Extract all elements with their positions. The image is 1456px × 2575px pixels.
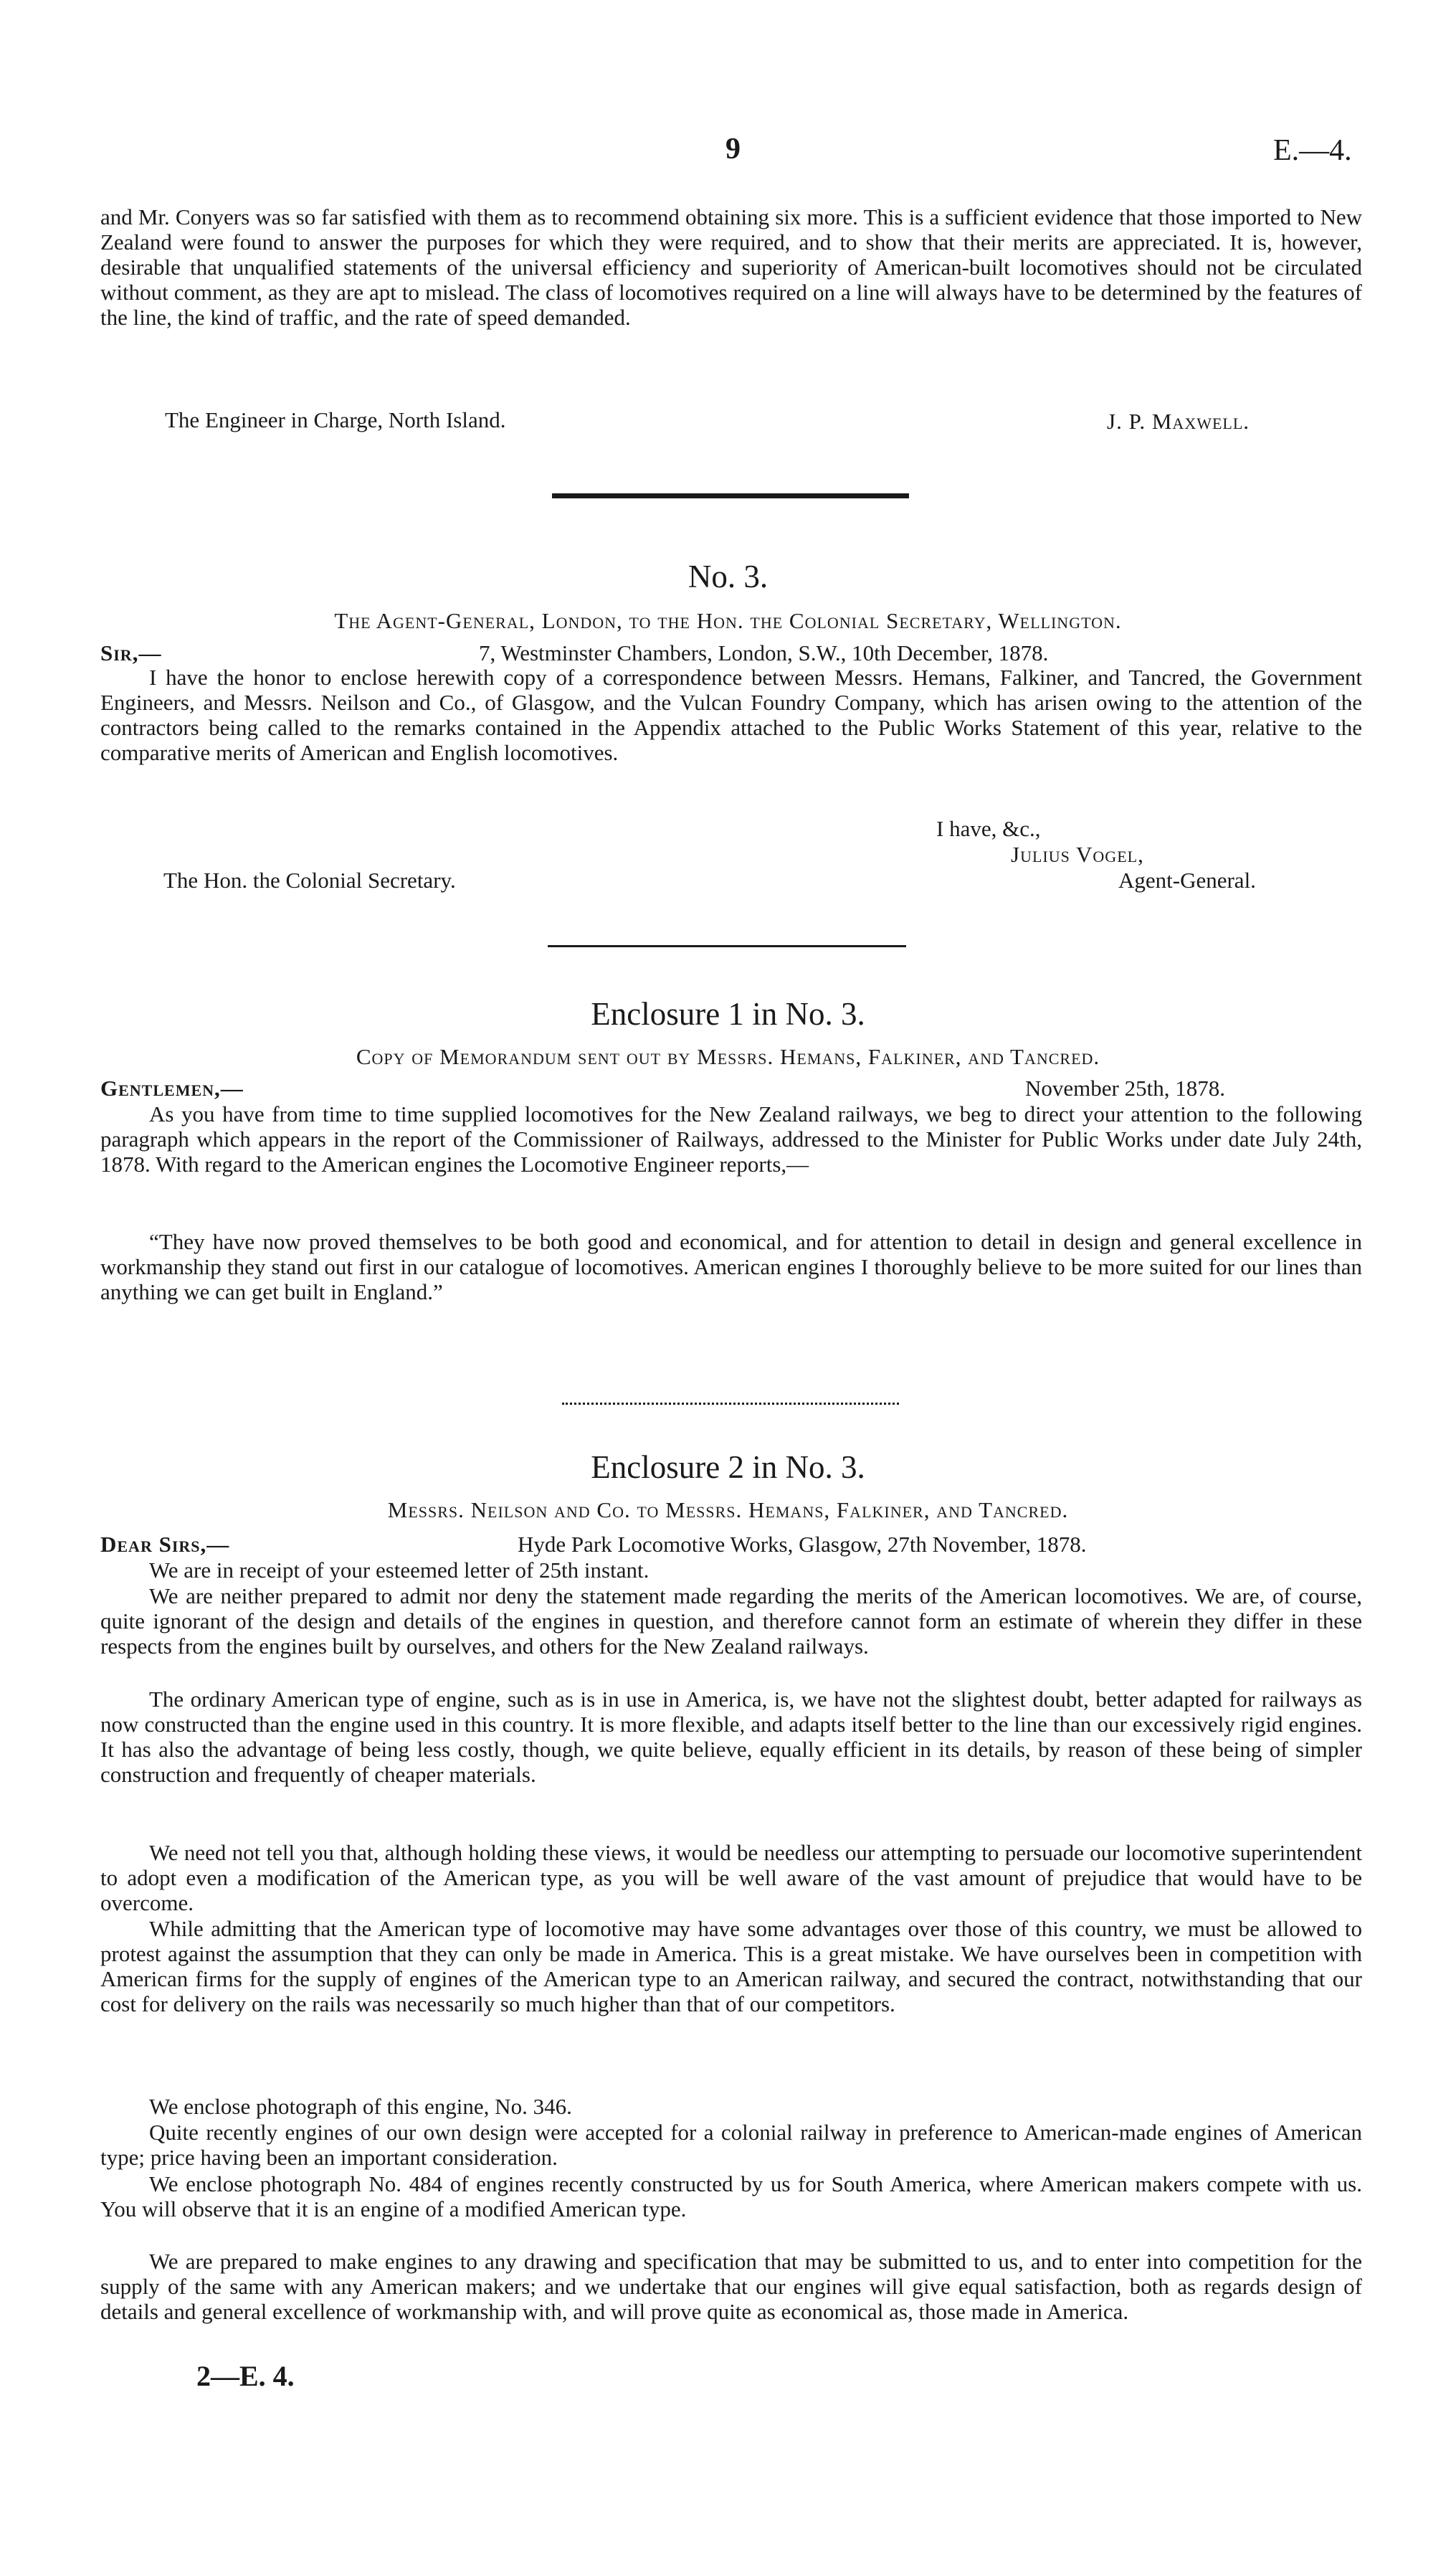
enc2-paragraph-6: We enclose photograph of this engine, No. 346. bbox=[149, 2094, 572, 2119]
document-reference: E.—4. bbox=[1273, 134, 1352, 167]
no3-title: No. 3. bbox=[687, 559, 769, 594]
no3-paragraph: I have the honor to enclose herewith copy of a correspondence between Messrs. Hemans, Falkiner, and Tancred, the Government Engineers, and Messrs. Neilson and Co., of Glasgow, and the Vulcan Foundry Company, which has arisen owing to the attention of the contractors being called to the remarks contained in the Appendix attached to the Public Works Statement of this year, relative to the comparative merits of American and English locomotives. bbox=[100, 665, 1362, 765]
enc2-salutation: Dear Sirs,— bbox=[100, 1532, 230, 1557]
enc2-subtitle: Messrs. Neilson and Co. to Messrs. Hemans, Falkiner, and Tancred. bbox=[387, 1497, 1069, 1522]
no3-signature-title: Agent-General. bbox=[1118, 868, 1256, 893]
intro-signature: J. P. Maxwell. bbox=[1107, 409, 1250, 434]
no3-closing: I have, &c., bbox=[936, 816, 1041, 841]
enc2-paragraph-9: We are prepared to make engines to any drawing and specification that may be submitted to us, and to enter into competition for the supply of the same with any American makers; and we undertake that our engines will give equal satisfaction, both as regards design of details and general excellence of workmanship with, and will prove quite as economical as, those made in America. bbox=[100, 2249, 1362, 2324]
enc1-paragraph: As you have from time to time supplied locomotives for the New Zealand railways, we beg to direct your attention to the following paragraph which appears in the report of the Commissioner of Railways, addressed to the Minister for Public Works under date July 24th, 1878. With regard to the American engines the Locomotive Engineer reports,— bbox=[100, 1101, 1362, 1177]
enc2-dateline: Hyde Park Locomotive Works, Glasgow, 27th November, 1878. bbox=[518, 1532, 1087, 1557]
enc2-paragraph-8: We enclose photograph No. 484 of engines recently constructed by us for South America, where American makers compete with us. You will observe that it is an engine of a modified American type. bbox=[100, 2171, 1362, 2221]
signature-mark: 2—E. 4. bbox=[196, 2360, 295, 2392]
section-divider-thin bbox=[548, 945, 906, 947]
page-number: 9 bbox=[725, 133, 741, 166]
section-divider-dashed bbox=[562, 1403, 899, 1405]
enc2-paragraph-5: While admitting that the American type of locomotive may have some advantages over those of this country, we must be allowed to protest against the assumption that they can only be made in America. This is a great mistake. We have ourselves been in competition with American firms for the supply of engines of the American type to an American railway, and secured the contract, notwithstanding that our cost for delivery on the rails was necessarily so much higher than that of our competitors. bbox=[100, 1916, 1362, 2016]
intro-paragraph: and Mr. Conyers was so far satisfied with them as to recommend obtaining six more. This is a sufficient evidence that those imported to New Zealand were found to answer the purposes for which they were required, and to show that their merits are appreciated. It is, however, desirable that unqualified statements of the universal efficiency and superiority of American-built locomotives should not be circulated without comment, as they are apt to mislead. The class of locomotives required on a line will always have to be determined by the features of the line, the kind of traffic, and the rate of speed demanded. bbox=[100, 204, 1362, 330]
enc1-salutation: Gentlemen,— bbox=[100, 1076, 244, 1101]
enc2-paragraph-2: We are neither prepared to admit nor deny the statement made regarding the merits of the American locomotives. We are, of course, quite ignorant of the design and details of the engines in question, and therefore cannot form an estimate of wherein they differ in these respects from the engines built by ourselves, and others for the New Zealand railways. bbox=[100, 1583, 1362, 1659]
no3-dateline: 7, Westminster Chambers, London, S.W., 10th December, 1878. bbox=[479, 640, 1049, 665]
enc2-paragraph-3: The ordinary American type of engine, such as is in use in America, is, we have not the slightest doubt, better adapted for railways as now constructed than the engine used in this country. It is more flexible, and adapts itself better to the line than our excessively rigid engines. It has also the advantage of being less costly, though, we quite believe, equally efficient in its details, by reason of these being of simpler construction and frequently of cheaper materials. bbox=[100, 1687, 1362, 1787]
enc2-title: Enclosure 2 in No. 3. bbox=[591, 1449, 865, 1485]
no3-signature: Julius Vogel, bbox=[1011, 842, 1144, 867]
enc1-quote: “They have now proved themselves to be both good and economical, and for attention to detail in design and general excellence in workmanship they stand out first in our catalogue of locomotives. American engines I thoroughly believe to be more suited for our lines than anything we can get built in England.” bbox=[100, 1229, 1362, 1304]
enc2-paragraph-1: We are in receipt of your esteemed letter of 25th instant. bbox=[149, 1557, 650, 1583]
no3-salutation: Sir,— bbox=[100, 640, 162, 665]
enc2-paragraph-7: Quite recently engines of our own design were accepted for a colonial railway in preference to American-made engines of American type; price having been an important consideration. bbox=[100, 2120, 1362, 2170]
enc1-title: Enclosure 1 in No. 3. bbox=[591, 996, 865, 1032]
enc1-dateline: November 25th, 1878. bbox=[1025, 1076, 1225, 1101]
no3-subtitle: The Agent-General, London, to the Hon. the Colonial Secretary, Wellington. bbox=[334, 608, 1122, 633]
no3-addressee: The Hon. the Colonial Secretary. bbox=[163, 868, 456, 893]
section-divider-thick bbox=[552, 493, 909, 498]
enc1-subtitle: Copy of Memorandum sent out by Messrs. Hemans, Falkiner, and Tancred. bbox=[356, 1044, 1100, 1069]
enc2-paragraph-4: We need not tell you that, although holding these views, it would be needless our attempting to persuade our locomotive superintendent to adopt even a modification of the American type, as you will be well aware of the vast amount of prejudice that would have to be overcome. bbox=[100, 1840, 1362, 1915]
intro-addressee: The Engineer in Charge, North Island. bbox=[165, 407, 506, 432]
